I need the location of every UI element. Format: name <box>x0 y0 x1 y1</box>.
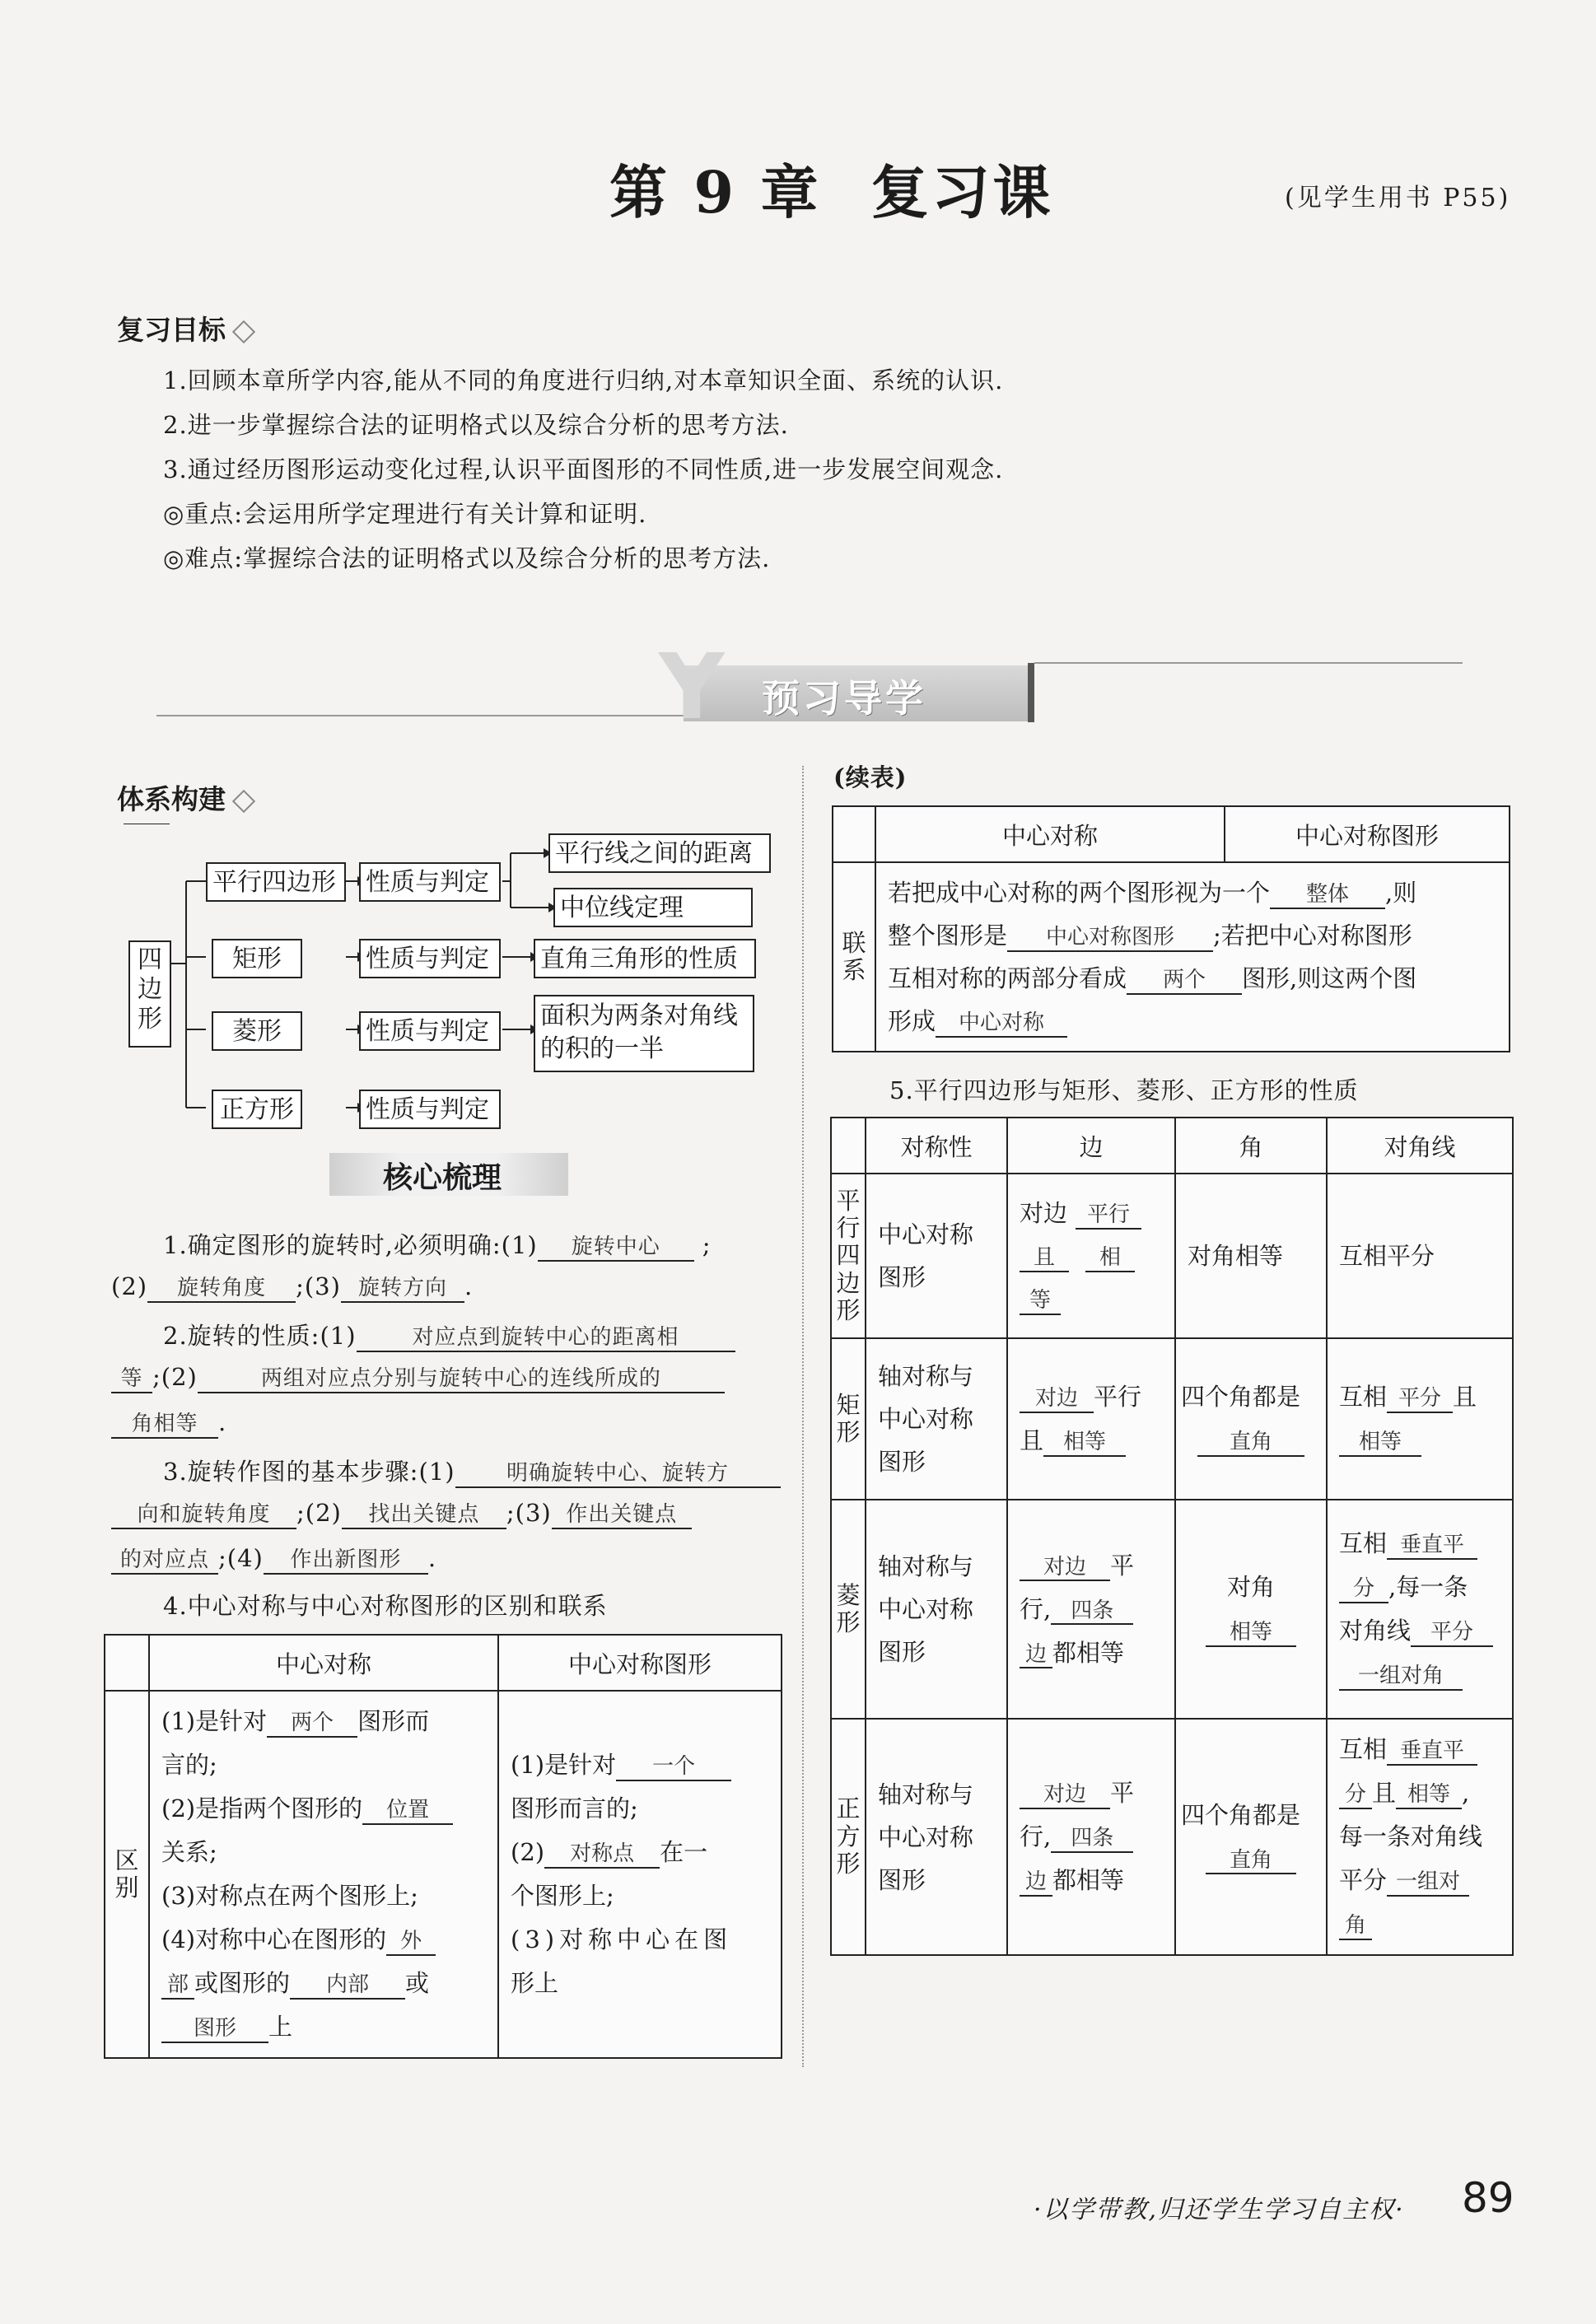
goals-heading: 复习目标 <box>117 309 252 348</box>
answer-blank: 图形 <box>161 2017 268 2043</box>
q2-line1: 2.旋转的性质:(1) 对应点到旋转中心的距离相 <box>163 1318 735 1352</box>
answer-blank: 找出关键点 <box>342 1503 506 1529</box>
answer-blank: 四条 <box>1051 1827 1133 1853</box>
q2-line3: 角相等 . <box>111 1408 226 1439</box>
quadrilateral-properties-table <box>830 1117 1514 1956</box>
node-properties: 性质与判定 <box>359 939 501 978</box>
answer-blank: 垂直平 <box>1387 1533 1477 1560</box>
col-header-central-symmetric-figure: 中心对称图形 <box>1225 806 1510 862</box>
rectangle-diagonals: 互相 平分 且 相等 <box>1327 1338 1513 1500</box>
square-angles: 四个角都是 直角 <box>1175 1719 1327 1955</box>
answer-blank: 旋转角度 <box>147 1276 296 1303</box>
answer-blank: 对应点到旋转中心的距离相 <box>357 1326 735 1352</box>
answer-blank: 对称点 <box>544 1842 660 1869</box>
answer-blank: 中心对称图形 <box>1007 926 1213 952</box>
answer-blank: 相 <box>1085 1246 1135 1272</box>
answer-blank: 平分 <box>1411 1621 1493 1647</box>
row-label-relation: 联系 <box>833 862 875 1052</box>
col-header-central-symmetry: 中心对称 <box>149 1635 498 1691</box>
row-label-parallelogram: 平行四边形 <box>831 1174 866 1338</box>
answer-blank: 等 <box>1020 1289 1061 1315</box>
answer-blank: 分 <box>1339 1783 1372 1809</box>
answer-blank: 整体 <box>1270 883 1385 909</box>
col-header-angles: 角 <box>1175 1118 1327 1174</box>
rhombus-sides: 对边 平 行, 四条 边 都相等 <box>1007 1500 1175 1719</box>
answer-blank: 相等 <box>1206 1621 1296 1647</box>
rectangle-sides: 对边 平行 且 相等 <box>1007 1338 1175 1500</box>
q4-heading: 4.中心对称与中心对称图形的区别和联系 <box>163 1592 608 1620</box>
col-header-diagonals: 对角线 <box>1327 1118 1513 1174</box>
q3-line2: 向和旋转角度 ;(2) 找出关键点 ;(3) 作出关键点 <box>111 1499 692 1529</box>
q3-line3: 的对应点 ;(4) 作出新图形 . <box>111 1544 436 1575</box>
row-label-rectangle: 矩形 <box>831 1338 866 1500</box>
diamond-icon <box>232 320 255 343</box>
answer-blank: 两个 <box>1127 968 1242 995</box>
answer-blank: 相等 <box>1339 1430 1421 1457</box>
difficult-point: ◎难点:掌握综合法的证明格式以及综合分析的思考方法. <box>163 544 771 572</box>
q1-line2: (2) 旋转角度 ;(3) 旋转方向 . <box>111 1272 473 1303</box>
col-header-central-symmetric-figure: 中心对称图形 <box>498 1635 782 1691</box>
rectangle-symmetry: 轴对称与中心对称图形 <box>866 1338 1007 1500</box>
answer-blank: 四条 <box>1051 1599 1133 1626</box>
square-diagonals: 互相 垂直平 分 且 相等 , 每一条对角线 平分 一组对 角 <box>1327 1719 1513 1955</box>
node-midline-theorem: 中位线定理 <box>553 888 753 927</box>
answer-blank: 等 <box>111 1367 152 1393</box>
answer-blank: 两个 <box>267 1711 357 1738</box>
parallelogram-symmetry: 中心对称图形 <box>866 1174 1007 1338</box>
answer-blank: 直角 <box>1206 1849 1296 1875</box>
node-parallel-distance: 平行线之间的距离 <box>548 833 771 873</box>
page-number: 89 <box>1462 2174 1514 2222</box>
answer-blank: 平分 <box>1387 1387 1453 1413</box>
answer-blank: 角 <box>1339 1914 1372 1940</box>
node-rhombus: 菱形 <box>212 1011 302 1051</box>
node-parallelogram: 平行四边形 <box>206 862 346 902</box>
answer-blank: 边 <box>1020 1643 1052 1669</box>
square-sides: 对边 平 行, 四条 边 都相等 <box>1007 1719 1175 1955</box>
answer-blank: 垂直平 <box>1387 1739 1477 1766</box>
answer-blank: 位置 <box>362 1799 453 1825</box>
table-corner <box>833 806 875 862</box>
square-symmetry: 轴对称与中心对称图形 <box>866 1719 1007 1955</box>
col-header-central-symmetry: 中心对称 <box>875 806 1225 862</box>
answer-blank: 明确旋转中心、旋转方 <box>455 1462 781 1488</box>
answer-blank: 一组对角 <box>1339 1664 1463 1691</box>
node-quadrilateral: 四边形 <box>128 940 171 1048</box>
answer-blank: 中心对称 <box>936 1011 1067 1038</box>
q3-line1: 3.旋转作图的基本步骤:(1) 明确旋转中心、旋转方 <box>163 1454 781 1488</box>
node-area-rule: 面积为两条对角线 的积的一半 <box>534 995 754 1072</box>
node-properties: 性质与判定 <box>359 1011 501 1051</box>
banner-divider-right <box>1034 662 1463 664</box>
answer-blank: 角相等 <box>111 1412 218 1439</box>
q2-line2: 等 ;(2) 两组对应点分别与旋转中心的连线所成的 <box>111 1363 725 1393</box>
answer-blank: 的对应点 <box>111 1548 218 1575</box>
relation-content: 若把成中心对称的两个图形视为一个 整体 ,则 整个图形是 中心对称图形 ;若把中心对称图形 互相对称的两部分看成 两个 图形,则这两个图 形成 中心对称 <box>875 862 1510 1052</box>
core-heading: 核心梳理 <box>383 1160 502 1195</box>
row-label-square: 正方形 <box>831 1719 866 1955</box>
q1-line1: 1.确定图形的旋转时,必须明确:(1) 旋转中心 ; <box>163 1227 712 1262</box>
banner-divider-left <box>156 715 684 716</box>
answer-blank: 外 <box>386 1930 436 1956</box>
continued-label: (续表) <box>833 763 908 791</box>
banner-bar <box>1028 663 1034 722</box>
system-heading: 体系构建 <box>117 778 252 817</box>
answer-blank: 相等 <box>1396 1783 1462 1809</box>
table-corner <box>831 1118 866 1174</box>
chapter-number: 第 9 章 <box>609 158 822 226</box>
answer-blank: 平行 <box>1076 1203 1141 1230</box>
goal-item: 2.进一步掌握综合法的证明格式以及综合分析的思考方法. <box>163 411 789 439</box>
answer-blank: 对边 <box>1020 1387 1094 1413</box>
rhombus-diagonals: 互相 垂直平 分 ,每一条 对角线 平分 一组对角 <box>1327 1500 1513 1719</box>
node-rectangle: 矩形 <box>212 939 302 978</box>
row-label-difference: 区别 <box>105 1691 149 2058</box>
goal-item: 1.回顾本章所学内容,能从不同的角度进行归纳,对本章知识全面、系统的认识. <box>163 366 1004 394</box>
diamond-icon <box>232 790 255 813</box>
answer-blank: 向和旋转角度 <box>111 1503 296 1529</box>
answer-blank: 一组对 <box>1387 1870 1469 1897</box>
answer-blank: 分 <box>1339 1577 1388 1603</box>
rhombus-symmetry: 轴对称与中心对称图形 <box>866 1500 1007 1719</box>
answer-blank: 一个 <box>616 1755 731 1781</box>
banner-title: 预习导学 <box>762 676 926 721</box>
node-properties: 性质与判定 <box>359 862 501 902</box>
difference-central-symmetric-figure: (1)是针对 一个 图形而言的; (2) 对称点 在一 个图形上; (3)对称中心在图 形上 <box>498 1691 782 2058</box>
answer-blank: 且 <box>1020 1246 1069 1272</box>
q5-heading: 5.平行四边形与矩形、菱形、正方形的性质 <box>889 1076 1359 1104</box>
parallelogram-sides: 对边 平行 且 相 等 <box>1007 1174 1175 1338</box>
book-reference: (见学生用书 P55) <box>1285 184 1511 212</box>
answer-blank: 内部 <box>290 1973 405 2000</box>
answer-blank: 直角 <box>1197 1430 1304 1457</box>
symmetry-comparison-table <box>104 1634 782 2059</box>
parallelogram-diagonals: 互相平分 <box>1327 1174 1513 1338</box>
rhombus-angles: 对角 相等 <box>1175 1500 1327 1719</box>
difference-central-symmetry: (1)是针对 两个 图形而 言的; (2)是指两个图形的 位置 关系; (3)对称点在两个图形上; (4)对称中心在图形的 外 部 或图形的 内部 或 图形 上 <box>149 1691 498 2058</box>
symmetry-relation-table <box>832 805 1510 1052</box>
footer-slogan: ·以学带教,归还学生学习自主权· <box>1034 2196 1405 2224</box>
row-label-rhombus: 菱形 <box>831 1500 866 1719</box>
chapter-title: 复习课 <box>870 158 1054 226</box>
answer-blank: 旋转方向 <box>341 1276 464 1303</box>
answer-blank: 作出关键点 <box>552 1503 692 1529</box>
answer-blank: 相等 <box>1043 1430 1126 1457</box>
col-header-sides: 边 <box>1007 1118 1175 1174</box>
goal-item: 3.通过经历图形运动变化过程,认识平面图形的不同性质,进一步发展空间观念. <box>163 455 1004 483</box>
parallelogram-angles: 对角相等 <box>1175 1174 1327 1338</box>
page-title <box>609 147 1053 230</box>
column-divider <box>802 766 804 2067</box>
answer-blank: 两组对应点分别与旋转中心的连线所成的 <box>198 1367 725 1393</box>
key-point: ◎重点:会运用所学定理进行有关计算和证明. <box>163 500 647 528</box>
rectangle-angles: 四个角都是 直角 <box>1175 1338 1327 1500</box>
answer-blank: 旋转中心 <box>538 1235 694 1262</box>
banner-letter: Y <box>659 634 725 740</box>
answer-blank: 作出新图形 <box>264 1548 428 1575</box>
answer-blank: 对边 <box>1020 1783 1110 1809</box>
node-square: 正方形 <box>212 1090 302 1129</box>
answer-blank: 对边 <box>1020 1556 1110 1582</box>
table-corner <box>105 1635 149 1691</box>
answer-blank: 边 <box>1020 1870 1052 1897</box>
col-header-symmetry: 对称性 <box>866 1118 1007 1174</box>
node-properties: 性质与判定 <box>359 1090 501 1129</box>
answer-blank: 部 <box>161 1973 194 2000</box>
node-right-triangle: 直角三角形的性质 <box>534 939 756 978</box>
